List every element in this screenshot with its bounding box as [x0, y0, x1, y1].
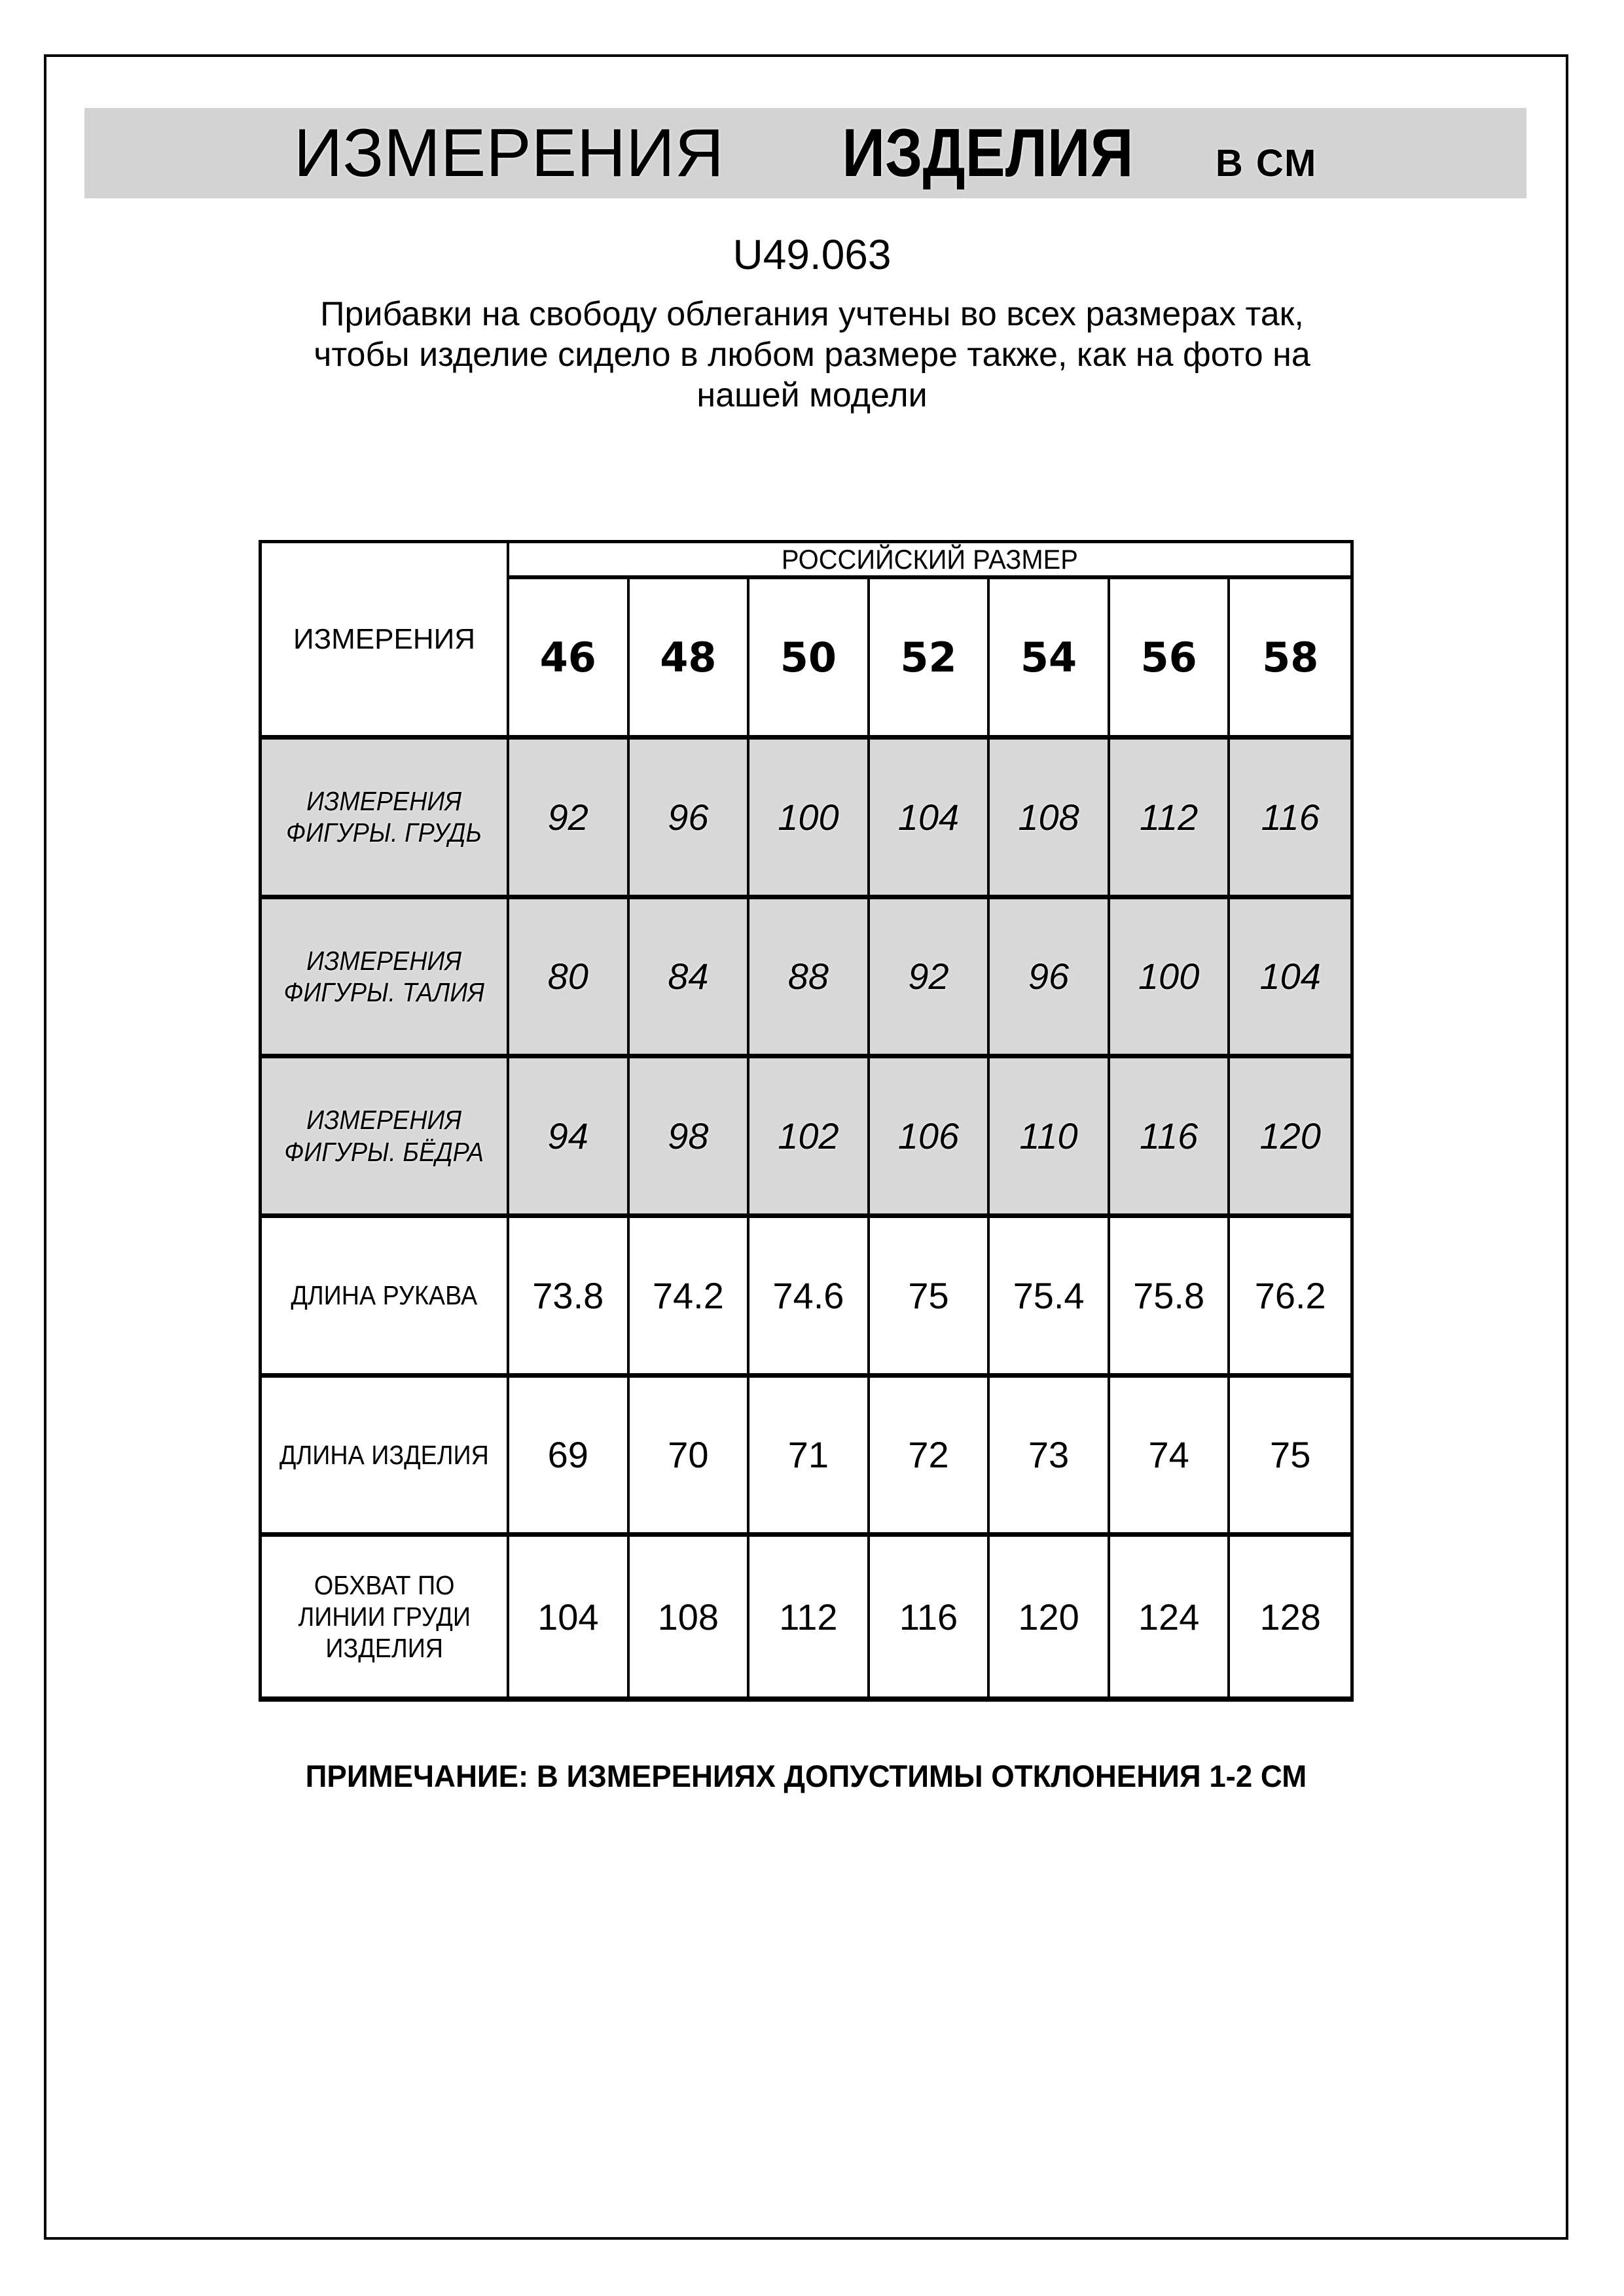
value-cell: 100: [749, 740, 870, 899]
row-label-lines: [285, 1104, 484, 1168]
value-cell: 102: [749, 1058, 870, 1218]
row-label-line: ИЗДЕЛИЯ: [325, 1633, 443, 1664]
row-label: [262, 1378, 509, 1537]
row-label-line: ФИГУРЫ. ГРУДЬ: [286, 817, 482, 848]
value-cell: 116: [1110, 1058, 1231, 1218]
row-label-line: ФИГУРЫ. ТАЛИЯ: [283, 977, 485, 1007]
value-cell: 106: [870, 1058, 990, 1218]
row-label-lines: [291, 1280, 478, 1311]
value-cell: 94: [509, 1058, 630, 1218]
value-cell: 74.2: [630, 1218, 750, 1378]
value-cell: 76.2: [1230, 1218, 1350, 1378]
value-cell: 128: [1259, 1596, 1321, 1638]
value-cell: 75: [870, 1218, 990, 1378]
value-cell: 70: [630, 1378, 750, 1537]
row-label-lines: [286, 785, 482, 849]
value-cell: 98: [630, 1058, 750, 1218]
value-cell: 96: [630, 740, 750, 899]
value-cell: 104: [509, 1537, 630, 1696]
value-cell: 74.6: [749, 1218, 870, 1378]
subtitle-line-1: Прибавки на свободу облегания учтены во всех размерах так,: [320, 295, 1304, 333]
value-cell: 75.4: [990, 1218, 1110, 1378]
value-cell: 108: [990, 740, 1110, 899]
value-cell: 120: [1230, 1058, 1350, 1218]
size-header-cell: 46: [509, 579, 630, 740]
row-label-line: ИЗМЕРЕНИЯ: [306, 945, 462, 976]
size-header-cell: 50: [749, 579, 870, 740]
row-label-line: ИЗМЕРЕНИЯ: [306, 785, 462, 816]
size-header-cell: 52: [870, 579, 990, 740]
row-label-line: ИЗМЕРЕНИЯ: [306, 1105, 462, 1136]
title-word-2: ИЗДЕЛИЯ: [842, 115, 1134, 191]
row-label: [262, 1537, 509, 1696]
row-label-line: ДЛИНА ИЗДЕЛИЯ: [279, 1439, 489, 1470]
value-cell: 73.8: [509, 1218, 630, 1378]
row-label: [262, 1218, 509, 1378]
value-cell: 124: [1110, 1537, 1231, 1696]
corner-label-text: ИЗМЕРЕНИЯ: [293, 622, 476, 655]
subtitle-line-2: чтобы изделие сидело в любом размере также, как на фото на: [314, 336, 1310, 374]
value-cell: 104: [870, 740, 990, 899]
size-table: [259, 540, 1354, 1702]
title-unit: В СМ: [1215, 142, 1318, 185]
size-header-cell: 58: [1230, 579, 1350, 740]
row-label-lines: [298, 1570, 470, 1664]
title-word-1: ИЗМЕРЕНИЯ: [293, 115, 724, 191]
value-cell: 120: [990, 1537, 1110, 1696]
value-cell: 92: [509, 740, 630, 899]
value-cell: 74: [1110, 1378, 1231, 1537]
size-header-cell: 48: [630, 579, 750, 740]
corner-label: [262, 543, 509, 740]
value-cell: 116: [870, 1537, 990, 1696]
article-number: U49.063: [732, 231, 892, 278]
value-cell: 69: [509, 1378, 630, 1537]
value-cell: 75: [1230, 1378, 1350, 1537]
subtitle-line-3: нашей модели: [696, 376, 928, 414]
row-label: [262, 899, 509, 1059]
value-cell: 112: [1110, 740, 1231, 899]
value-cell: 116: [1230, 740, 1350, 899]
value-cell: 108: [630, 1537, 750, 1696]
note-text: ПРИМЕЧАНИЕ: В ИЗМЕРЕНИЯХ ДОПУСТИМЫ ОТКЛОНЕНИЯ 1-2 СМ: [305, 1759, 1307, 1793]
value-cell: 100: [1110, 899, 1231, 1059]
value-cell: 84: [630, 899, 750, 1059]
row-label: [262, 740, 509, 899]
row-label-line: ОБХВАТ ПО: [314, 1570, 455, 1600]
row-label-lines: [284, 945, 485, 1009]
value-cell: 71: [749, 1378, 870, 1537]
row-label-line: ДЛИНА РУКАВА: [291, 1280, 478, 1311]
value-cell: 112: [749, 1537, 870, 1696]
row-label-line: ФИГУРЫ. БЁДРА: [284, 1136, 484, 1167]
value-cell: 80: [509, 899, 630, 1059]
row-label: [262, 1058, 509, 1218]
value-cell: 96: [990, 899, 1110, 1059]
value-cell: 75.8: [1110, 1218, 1231, 1378]
value-cell: 73: [990, 1378, 1110, 1537]
row-label-lines: [280, 1439, 489, 1471]
value-cell: 110: [990, 1058, 1110, 1218]
value-cell: 88: [749, 899, 870, 1059]
size-header-cell: 56: [1110, 579, 1231, 740]
group-header: [509, 543, 1350, 579]
subtitle: [0, 294, 1624, 416]
value-cell: 104: [1230, 899, 1350, 1059]
size-header-cell: 54: [990, 579, 1110, 740]
row-label-line: ЛИНИИ ГРУДИ: [298, 1601, 471, 1632]
note: [259, 1758, 1354, 1794]
title-band: [84, 108, 1526, 198]
group-header-text: РОССИЙСКИЙ РАЗМЕР: [782, 543, 1078, 575]
value-cell: 92: [870, 899, 990, 1059]
value-cell: 72: [870, 1378, 990, 1537]
